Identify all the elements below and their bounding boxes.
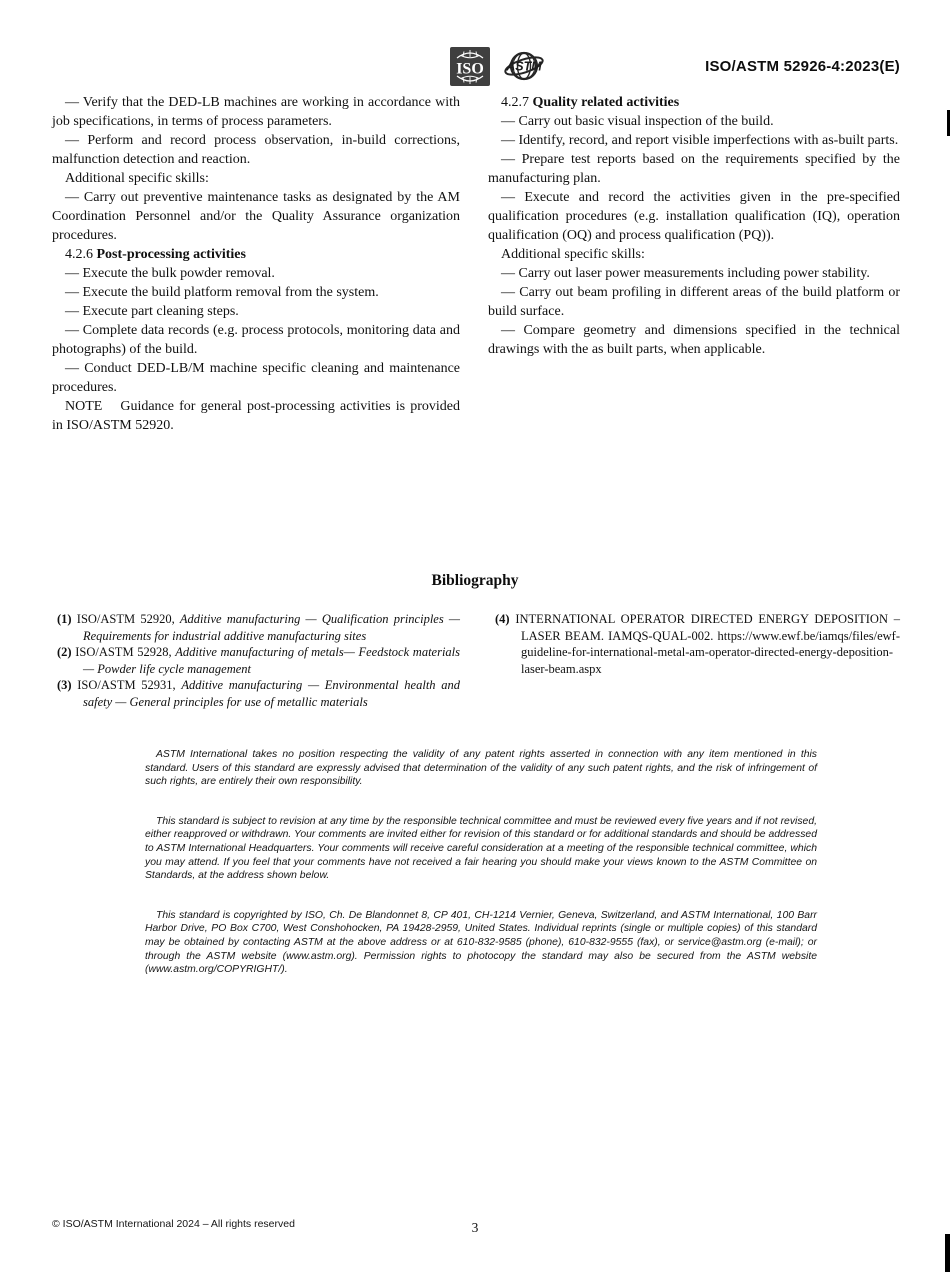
bibliography-heading: Bibliography	[431, 572, 519, 589]
bibliography-entry: (3) ISO/ASTM 52931, Additive manufacturing — Environmental health and safety — General principles for use of metallic materials	[57, 678, 460, 709]
paragraph: — Complete data records (e.g. process protocols, monitoring data and photographs) of the build.	[52, 323, 460, 357]
iso-logo-icon	[450, 47, 490, 86]
paragraph: — Execute the build platform removal from the system.	[65, 285, 379, 300]
paragraph: — Prepare test reports based on the requirements specified by the manufacturing plan.	[488, 152, 900, 186]
paragraph: — Execute part cleaning steps.	[65, 304, 239, 319]
page-number: 3	[471, 1220, 479, 1235]
section-heading: 4.2.6 Post-processing activities	[65, 247, 246, 262]
scan-artifact	[945, 1234, 950, 1272]
revision-disclaimer: This standard is subject to revision at any time by the responsible technical committee and must be reviewed every five years and if not revised, either reapproved or withdrawn. Your comments are invited either for revision of this standard or for additional standards and should be addressed to ASTM International Headquarters. Your comments will receive careful consideration at a meeting of the responsible technical committee, which you may attend. If you feel that your comments have not received a fair hearing you should make your views known to the ASTM Committee on Standards, at the address shown below.	[145, 815, 817, 882]
svg-text:ISO: ISO	[456, 60, 484, 77]
left-column	[52, 93, 460, 435]
paragraph: — Verify that the DED-LB machines are working in accordance with job specifications, in terms of process parameters.	[52, 95, 460, 129]
paragraph: — Execute the bulk powder removal.	[65, 266, 275, 281]
copyright-disclaimer: This standard is copyrighted by ISO, Ch. De Blandonnet 8, CP 401, CH-1214 Vernier, Geneva, Switzerland, and ASTM International, 100 Barr Harbor Drive, PO Box C700, West Conshohocken, PA 19428-2959, United States. Individual reprints (single or multiple copies) of this standard may be obtained by contacting ASTM at the above address or at 610-832-9585 (phone), 610-832-9555 (fax), or service@astm.org (e-mail); or through the ASTM website (www.astm.org). Permission rights to photocopy the standard may also be secured from the ASTM website (www.astm.org/COPYRIGHT/).	[145, 909, 817, 976]
paragraph: — Carry out beam profiling in different areas of the build platform or build surface.	[488, 285, 900, 319]
note-paragraph: NOTE Guidance for general post-processing activities is provided in ISO/ASTM 52920.	[52, 399, 460, 433]
section-heading: 4.2.7 Quality related activities	[501, 95, 680, 110]
patent-disclaimer: ASTM International takes no position respecting the validity of any patent rights asserted in connection with any item mentioned in this standard. Users of this standard are expressly advised that determination of the validity of any such patent rights, and the risk of infringement of such rights, are entirely their own responsibility.	[145, 749, 817, 788]
paragraph: — Conduct DED-LB/M machine specific cleaning and maintenance procedures.	[52, 361, 460, 395]
paragraph: — Execute and record the activities given in the pre-specified qualification procedures (e.g. installation qualification (IQ), operation qualification (OQ) and process qualification (PQ)).	[488, 190, 900, 243]
right-column	[488, 93, 900, 435]
bibliography-right-column	[495, 611, 900, 710]
astm-logo-icon	[503, 46, 545, 86]
paragraph: — Carry out preventive maintenance tasks as designated by the AM Coordination Personnel and/or the Quality Assurance organization procedures.	[52, 190, 460, 243]
bibliography-entry: (1) ISO/ASTM 52920, Additive manufacturing — Qualification principles — Requirements for industrial additive manufacturing sites	[57, 612, 461, 643]
header-logos	[450, 46, 545, 86]
body-text	[52, 93, 900, 435]
paragraph: — Carry out basic visual inspection of the build.	[501, 114, 774, 129]
document-identifier: ISO/ASTM 52926-4:2023(E)	[705, 58, 900, 75]
svg-text:ASTM: ASTM	[506, 59, 542, 74]
paragraph: — Perform and record process observation, in-build corrections, malfunction detection and reaction.	[52, 133, 460, 167]
paragraph: — Compare geometry and dimensions specified in the technical drawings with the as built parts, when applicable.	[488, 323, 900, 357]
bibliography-section	[0, 572, 950, 709]
paragraph: Additional specific skills:	[501, 247, 645, 262]
bibliography-entry: (2) ISO/ASTM 52928, Additive manufacturing of metals— Feedstock materials — Powder life cycle management	[57, 645, 461, 676]
paragraph: Additional specific skills:	[65, 171, 209, 186]
paragraph: — Identify, record, and report visible imperfections with as-built parts.	[501, 133, 899, 148]
disclaimer-block	[145, 748, 817, 977]
bibliography-left-column	[57, 611, 460, 710]
paragraph: — Carry out laser power measurements including power stability.	[501, 266, 870, 281]
bibliography-entry: (4) INTERNATIONAL OPERATOR DIRECTED ENERGY DEPOSITION – LASER BEAM. IAMQS-QUAL-002. https://www.ewf.be/iamqs/files/ewf-guideline-for-international-metal-am-operator-directed-energy-deposition-laser-beam.aspx	[495, 612, 900, 676]
footer-copyright: © ISO/ASTM International 2024 – All rights reserved	[52, 1218, 295, 1230]
